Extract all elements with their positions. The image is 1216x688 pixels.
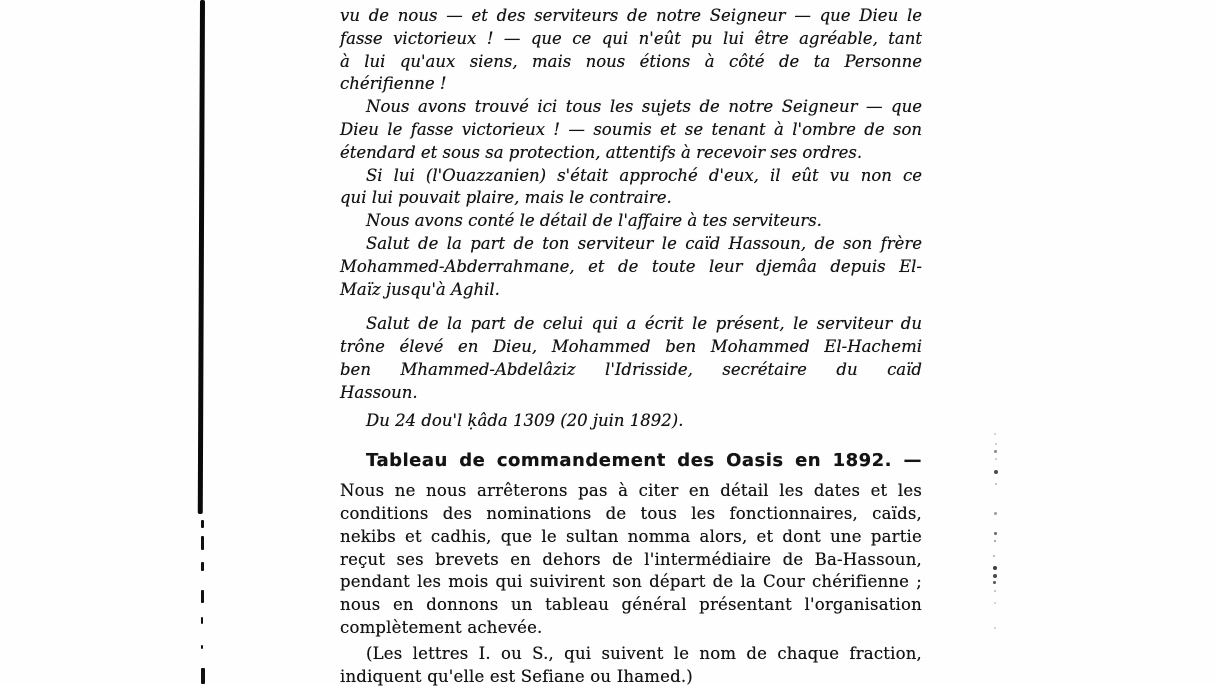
- text-line: reçut ses brevets en dehors de l'intermédiaire de Ba-Hassoun,: [340, 549, 922, 569]
- text-line: vu de nous — et des serviteurs de notre Seigneur — que Dieu le: [340, 6, 922, 25]
- gutter-line-dash: [201, 645, 203, 649]
- scan-speck: [994, 602, 996, 604]
- scan-speck: [994, 627, 996, 629]
- text-line: (Les lettres I. ou S., qui suivent le nom de chaque fraction,: [366, 643, 922, 663]
- text-line: Maïz jusqu'à Aghil.: [340, 279, 500, 299]
- gutter-line-dash: [201, 590, 204, 603]
- gutter-line-solid: [198, 0, 205, 514]
- text-line: à lui qu'aux siens, mais nous étions à côté de ta Personne: [340, 51, 922, 71]
- paragraph: [340, 96, 922, 164]
- scan-speck: [994, 540, 996, 542]
- text-line: Du 24 dou'l ḳâda 1309 (20 juin 1892).: [366, 410, 684, 430]
- gutter-line-dash: [201, 668, 205, 684]
- text-line: Tableau de commandement des Oasis en 1892. —: [366, 450, 922, 472]
- scan-speck: [993, 555, 995, 557]
- text-line: ben Mhammed-Abdelâziz l'Idrisside, secrétaire du caïd: [340, 359, 922, 379]
- text-line: Si lui (l'Ouazzanien) s'était approché d'eux, il eût vu non ce: [366, 165, 922, 185]
- text-line: Nous ne nous arrêterons pas à citer en détail les dates et les: [340, 481, 922, 501]
- paragraph: [340, 313, 922, 404]
- text-column: [340, 5, 922, 688]
- scan-speck: [993, 581, 996, 584]
- scan-speck: [994, 590, 996, 592]
- scan-speck: [994, 532, 997, 535]
- text-line: Salut de la part de ton serviteur le caïd Hassoun, de son frère: [366, 233, 922, 253]
- paragraph: [340, 233, 922, 301]
- section-heading: [340, 450, 922, 473]
- paragraph: [340, 643, 922, 688]
- gutter-line-dash: [201, 562, 204, 571]
- text-line: Nous avons trouvé ici tous les sujets de notre Seigneur — que: [366, 97, 922, 117]
- scan-speck: [994, 450, 997, 453]
- scan-speck: [993, 574, 997, 578]
- scan-speck: [995, 458, 997, 460]
- gutter-line-dash: [201, 520, 204, 528]
- text-line: Salut de la part de celui qui a écrit le présent, le serviteur du: [366, 314, 922, 334]
- text-line: qui lui pouvait plaire, mais le contraire.: [340, 188, 672, 208]
- scan-speck: [994, 433, 996, 435]
- scan-speck: [995, 443, 997, 445]
- paragraph: [340, 5, 922, 96]
- paragraph: [340, 165, 922, 211]
- text-line: Nous avons conté le détail de l'affaire à tes serviteurs.: [366, 211, 822, 231]
- text-line: Mohammed-Abderrahmane, et de toute leur djemâa depuis El-: [340, 256, 922, 276]
- text-line: Dieu le fasse victorieux ! — soumis et se tenant à l'ombre de son: [340, 119, 922, 139]
- scan-speck: [994, 512, 997, 515]
- text-line: indiquent qu'elle est Sefiane ou Ihamed.): [340, 666, 693, 686]
- text-line: nous en donnons un tableau général présentant l'organisation: [340, 595, 922, 615]
- text-line: nekibs et cadhis, que le sultan nomma alors, et dont une partie: [340, 526, 922, 546]
- scan-speck: [995, 483, 997, 485]
- text-line: fasse victorieux ! — que ce qui n'eût pu lui être agréable, tant: [340, 28, 922, 48]
- text-line: trône élevé en Dieu, Mohammed ben Mohammed El-Hachemi: [340, 337, 922, 357]
- paragraph: [340, 480, 922, 640]
- scan-speck: [994, 470, 998, 474]
- text-line: complètement achevée.: [340, 617, 543, 637]
- text-line: conditions des nominations de tous les fonctionnaires, caïds,: [340, 503, 922, 523]
- gutter-line-dash: [201, 617, 203, 624]
- paragraph: [340, 410, 922, 433]
- text-line: chérifienne !: [340, 74, 447, 94]
- text-line: Hassoun.: [340, 382, 418, 402]
- text-line: pendant les mois qui suivirent son départ de la Cour chérifienne ;: [340, 572, 922, 592]
- text-line: étendard et sous sa protection, attentifs à recevoir ses ordres.: [340, 142, 863, 162]
- scan-speck: [993, 566, 997, 570]
- gutter-line-dash: [201, 536, 204, 550]
- paragraph: [340, 210, 922, 233]
